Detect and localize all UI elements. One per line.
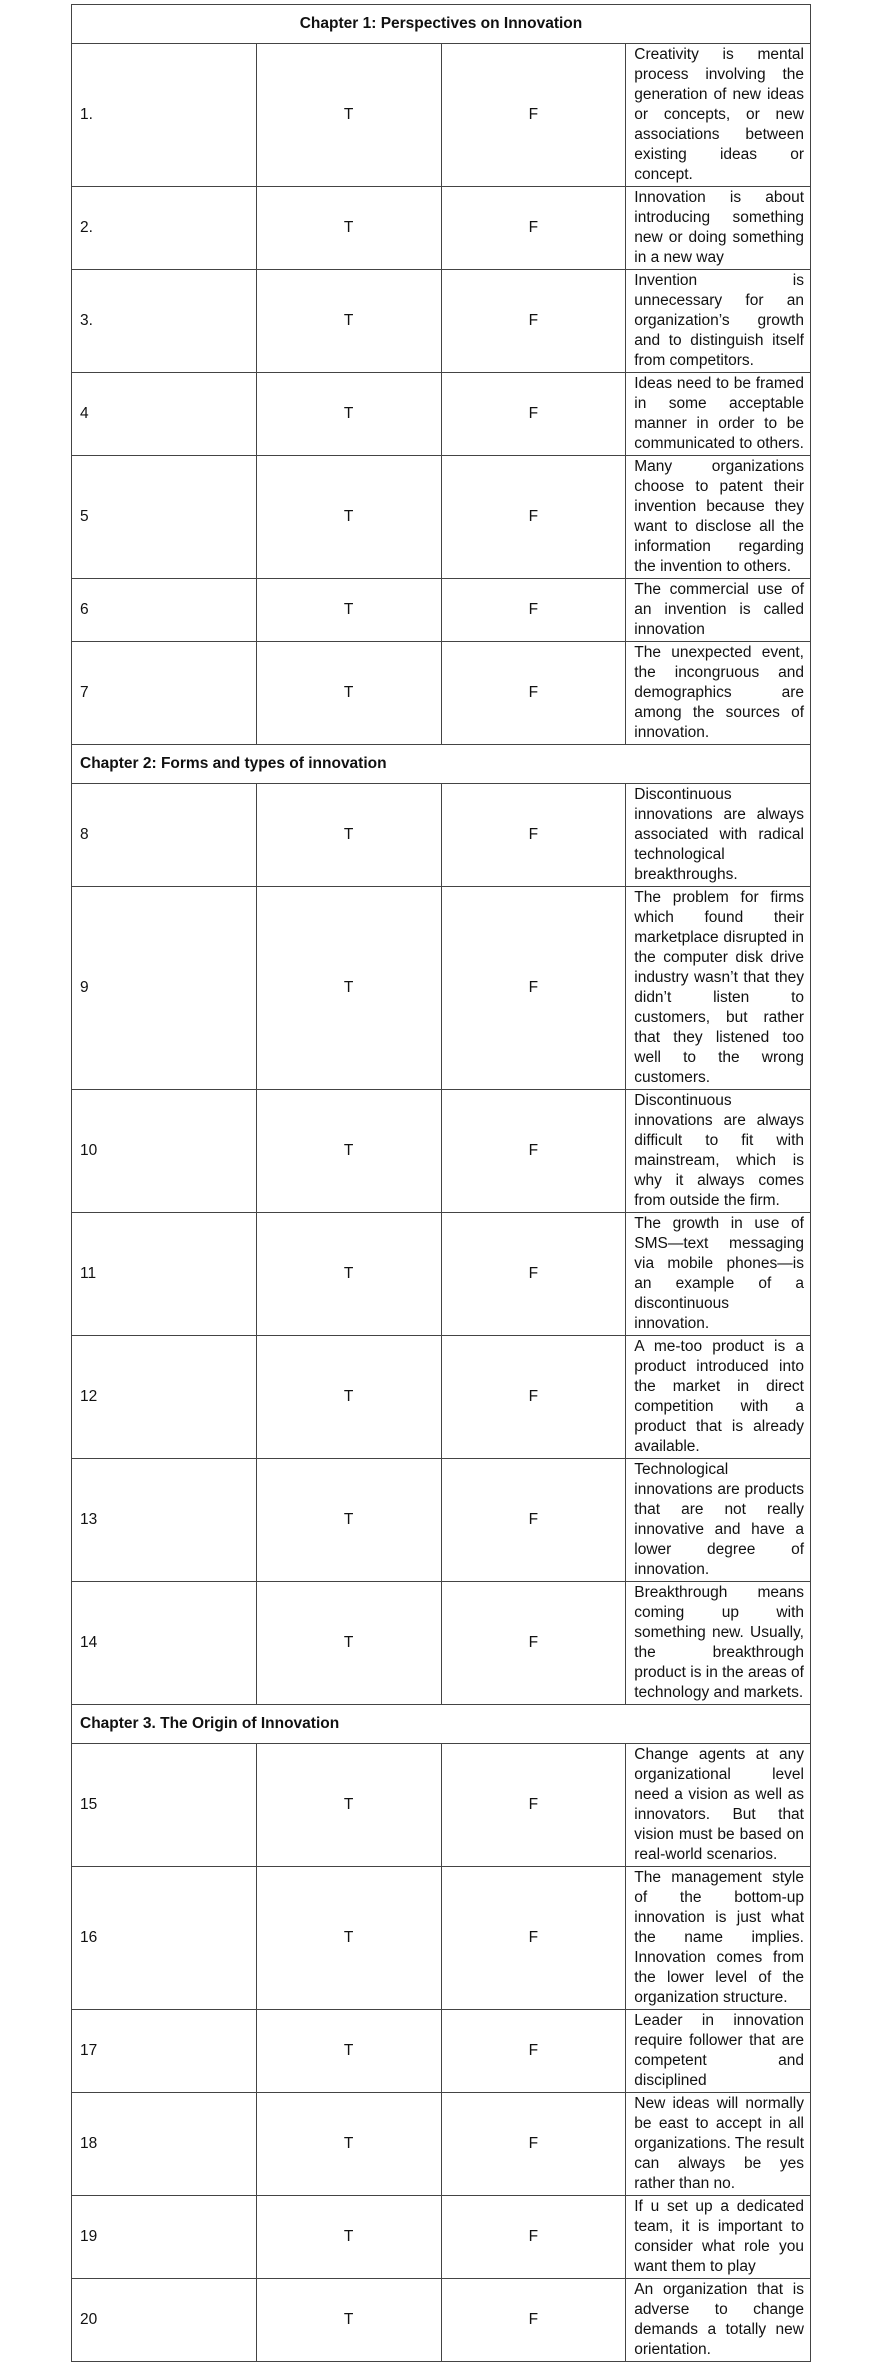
- false-option[interactable]: F: [441, 579, 626, 642]
- question-row: [72, 44, 811, 187]
- question-number: 18: [72, 2093, 257, 2196]
- true-option[interactable]: T: [256, 579, 441, 642]
- true-option[interactable]: T: [256, 1213, 441, 1336]
- question-row: [72, 887, 811, 1090]
- question-number: 11: [72, 1213, 257, 1336]
- false-option[interactable]: F: [441, 1744, 626, 1867]
- true-option[interactable]: T: [256, 44, 441, 187]
- question-text: The problem for firms which found their marketplace disrupted in the computer disk drive industry wasn’t that they didn’t listen to customers, but rather that they listened too well to the wrong customers.: [626, 887, 811, 1090]
- question-row: [72, 456, 811, 579]
- true-option[interactable]: T: [256, 1867, 441, 2010]
- false-option[interactable]: F: [441, 270, 626, 373]
- question-row: [72, 2279, 811, 2362]
- question-number: 15: [72, 1744, 257, 1867]
- question-row: [72, 270, 811, 373]
- question-number: 9: [72, 887, 257, 1090]
- question-text: New ideas will normally be east to accept in all organizations. The result can always be yes rather than no.: [626, 2093, 811, 2196]
- chapter-header: [72, 745, 811, 784]
- question-row: [72, 1582, 811, 1705]
- chapter-header: [72, 5, 811, 44]
- question-number: 5: [72, 456, 257, 579]
- question-text: Discontinuous innovations are always difficult to fit with mainstream, which is why it always comes from outside the firm.: [626, 1090, 811, 1213]
- question-text: A me-too product is a product introduced into the market in direct competition with a product that is already available.: [626, 1336, 811, 1459]
- false-option[interactable]: F: [441, 642, 626, 745]
- question-number: 13: [72, 1459, 257, 1582]
- true-option[interactable]: T: [256, 2196, 441, 2279]
- question-row: [72, 2093, 811, 2196]
- question-text: Technological innovations are products that are not really innovative and have a lower degree of innovation.: [626, 1459, 811, 1582]
- false-option[interactable]: F: [441, 1459, 626, 1582]
- question-number: 7: [72, 642, 257, 745]
- true-option[interactable]: T: [256, 373, 441, 456]
- question-text: Change agents at any organizational level need a vision as well as innovators. But that vision must be based on real-world scenarios.: [626, 1744, 811, 1867]
- chapter-title: Chapter 1: Perspectives on Innovation: [72, 5, 811, 44]
- question-number: 10: [72, 1090, 257, 1213]
- false-option[interactable]: F: [441, 1336, 626, 1459]
- question-number: 2.: [72, 187, 257, 270]
- question-row: [72, 2196, 811, 2279]
- question-row: [72, 784, 811, 887]
- question-row: [72, 579, 811, 642]
- true-option[interactable]: T: [256, 2010, 441, 2093]
- false-option[interactable]: F: [441, 2196, 626, 2279]
- question-number: 6: [72, 579, 257, 642]
- chapter-title: Chapter 2: Forms and types of innovation: [72, 745, 811, 784]
- false-option[interactable]: F: [441, 2093, 626, 2196]
- false-option[interactable]: F: [441, 1213, 626, 1336]
- question-row: [72, 2010, 811, 2093]
- false-option[interactable]: F: [441, 456, 626, 579]
- true-option[interactable]: T: [256, 1582, 441, 1705]
- question-text: An organization that is adverse to change demands a totally new orientation.: [626, 2279, 811, 2362]
- true-option[interactable]: T: [256, 1459, 441, 1582]
- question-number: 8: [72, 784, 257, 887]
- question-row: [72, 1090, 811, 1213]
- question-row: [72, 187, 811, 270]
- false-option[interactable]: F: [441, 44, 626, 187]
- question-number: 14: [72, 1582, 257, 1705]
- question-number: 19: [72, 2196, 257, 2279]
- true-option[interactable]: T: [256, 784, 441, 887]
- true-option[interactable]: T: [256, 1336, 441, 1459]
- chapter-header: [72, 1705, 811, 1744]
- question-row: [72, 1213, 811, 1336]
- question-text: Breakthrough means coming up with something new. Usually, the breakthrough product is in the areas of technology and markets.: [626, 1582, 811, 1705]
- question-text: Many organizations choose to patent their invention because they want to disclose all the information regarding the invention to others.: [626, 456, 811, 579]
- question-text: Leader in innovation require follower that are competent and disciplined: [626, 2010, 811, 2093]
- true-option[interactable]: T: [256, 2279, 441, 2362]
- false-option[interactable]: F: [441, 1582, 626, 1705]
- chapter-title: Chapter 3. The Origin of Innovation: [72, 1705, 811, 1744]
- false-option[interactable]: F: [441, 1867, 626, 2010]
- false-option[interactable]: F: [441, 887, 626, 1090]
- false-option[interactable]: F: [441, 1090, 626, 1213]
- question-text: Discontinuous innovations are always associated with radical technological breakthroughs.: [626, 784, 811, 887]
- false-option[interactable]: F: [441, 2010, 626, 2093]
- question-text: Creativity is mental process involving the generation of new ideas or concepts, or new associations between existing ideas or concept.: [626, 44, 811, 187]
- question-number: 12: [72, 1336, 257, 1459]
- false-option[interactable]: F: [441, 2279, 626, 2362]
- question-row: [72, 1744, 811, 1867]
- question-text: If u set up a dedicated team, it is important to consider what role you want them to play: [626, 2196, 811, 2279]
- question-text: The commercial use of an invention is called innovation: [626, 579, 811, 642]
- question-number: 16: [72, 1867, 257, 2010]
- question-text: Invention is unnecessary for an organization’s growth and to distinguish itself from competitors.: [626, 270, 811, 373]
- true-option[interactable]: T: [256, 270, 441, 373]
- question-row: [72, 1336, 811, 1459]
- true-option[interactable]: T: [256, 642, 441, 745]
- question-text: The unexpected event, the incongruous and demographics are among the sources of innovation.: [626, 642, 811, 745]
- question-number: 20: [72, 2279, 257, 2362]
- question-row: [72, 373, 811, 456]
- question-text: The management style of the bottom-up innovation is just what the name implies. Innovation comes from the lower level of the organization structure.: [626, 1867, 811, 2010]
- question-text: The growth in use of SMS—text messaging via mobile phones—is an example of a discontinuous innovation.: [626, 1213, 811, 1336]
- question-number: 4: [72, 373, 257, 456]
- false-option[interactable]: F: [441, 187, 626, 270]
- true-option[interactable]: T: [256, 1744, 441, 1867]
- true-option[interactable]: T: [256, 2093, 441, 2196]
- question-number: 17: [72, 2010, 257, 2093]
- false-option[interactable]: F: [441, 784, 626, 887]
- true-option[interactable]: T: [256, 187, 441, 270]
- true-option[interactable]: T: [256, 887, 441, 1090]
- question-text: Ideas need to be framed in some acceptable manner in order to be communicated to others.: [626, 373, 811, 456]
- false-option[interactable]: F: [441, 373, 626, 456]
- question-number: 1.: [72, 44, 257, 187]
- question-row: [72, 1867, 811, 2010]
- question-number: 3.: [72, 270, 257, 373]
- true-option[interactable]: T: [256, 456, 441, 579]
- question-row: [72, 1459, 811, 1582]
- question-text: Innovation is about introducing something new or doing something in a new way: [626, 187, 811, 270]
- true-option[interactable]: T: [256, 1090, 441, 1213]
- quiz-table: [71, 4, 811, 2362]
- question-row: [72, 642, 811, 745]
